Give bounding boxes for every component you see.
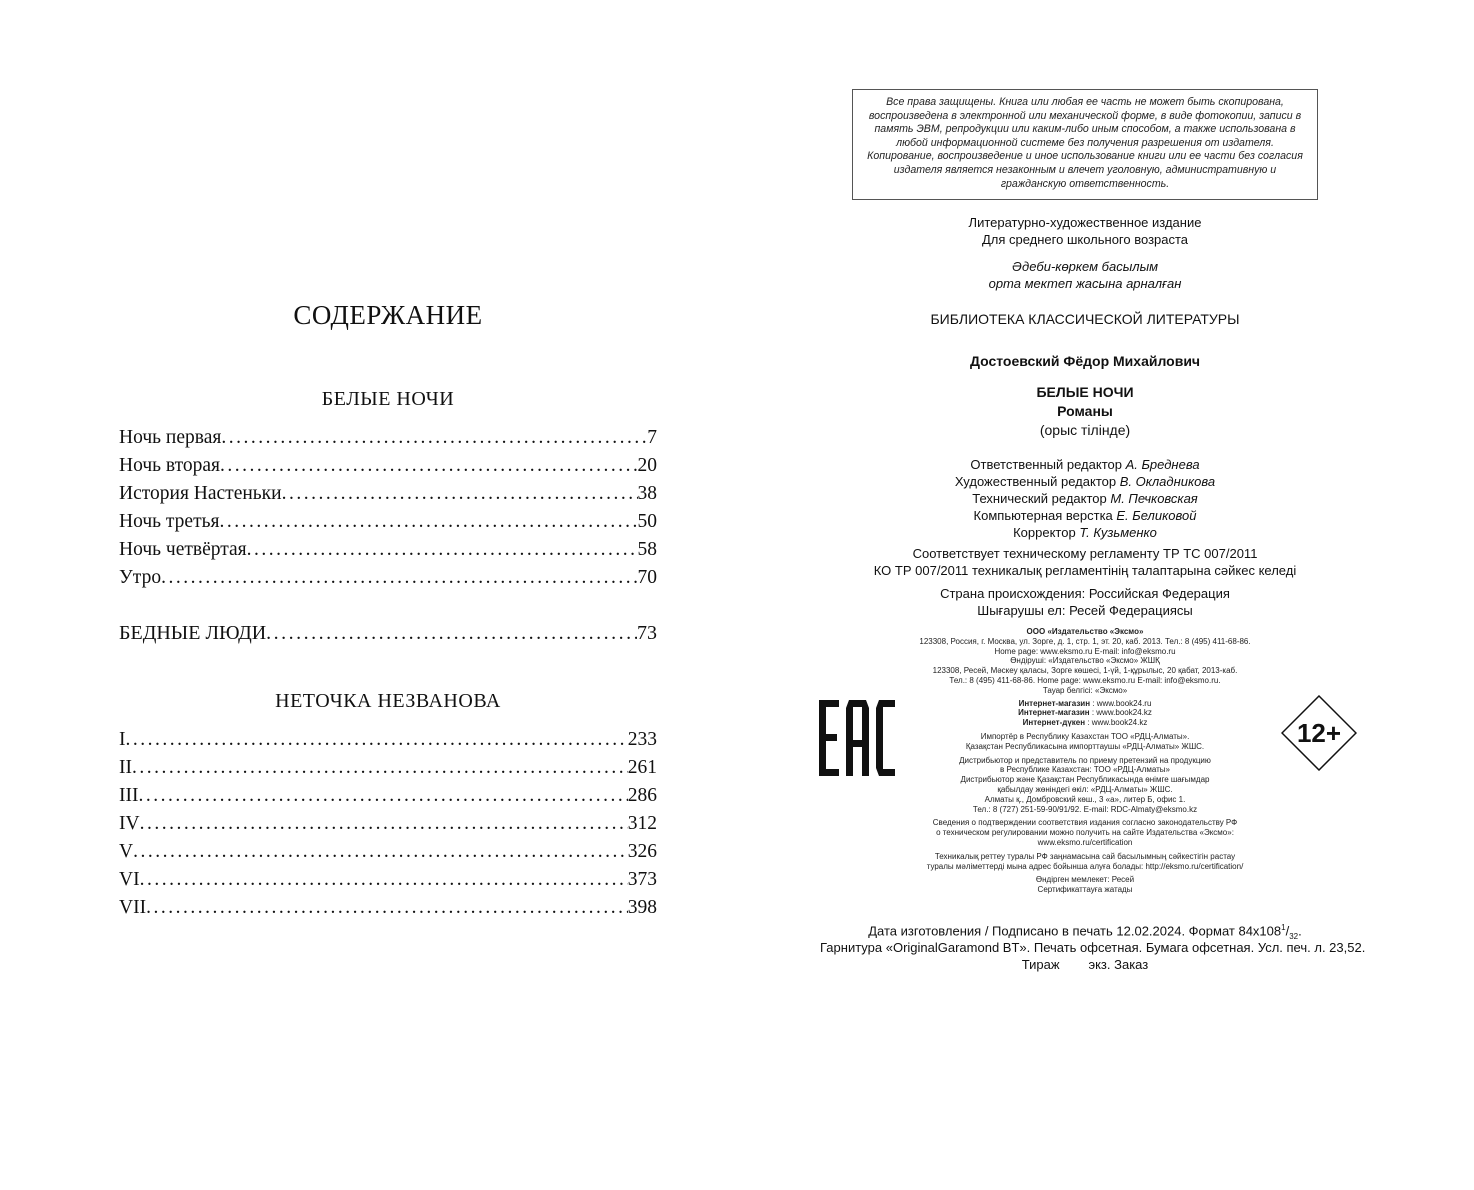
publisher-info-line: Өндірген мемлекет: Ресей bbox=[1035, 875, 1135, 885]
book-language: (орыс тілінде) bbox=[1039, 422, 1131, 438]
origin-line-2: Шығарушы ел: Ресей Федерациясы bbox=[977, 603, 1193, 618]
series-name: БИБЛИОТЕКА КЛАССИЧЕСКОЙ ЛИТЕРАТУРЫ bbox=[930, 311, 1240, 327]
publisher-info-line: Өндіруші: «Издательство «Эксмо» ЖШҚ bbox=[1010, 656, 1160, 666]
publisher-info-line: Импортёр в Республику Казахстан ТОО «РДЦ-Алматы». bbox=[980, 731, 1190, 741]
publisher-info-block bbox=[820, 627, 1350, 895]
staff-line: Технический редактор М. Печковская bbox=[972, 491, 1198, 506]
staff-line: Ответственный редактор А. Бреднева bbox=[970, 457, 1200, 472]
age-rating-text: 12+ bbox=[1296, 718, 1342, 748]
publisher-info-line: ООО «Издательство «Эксмо» bbox=[1026, 627, 1144, 636]
staff-line: Художественный редактор В. Окладникова bbox=[954, 474, 1216, 489]
publisher-info-line: Тауар белгісі: «Эксмо» bbox=[1042, 685, 1128, 695]
toc-item: I ..... 233 bbox=[119, 729, 657, 757]
staff-line: Компьютерная верстка Е. Беликовой bbox=[973, 508, 1197, 523]
toc-item-poor-folk: БЕДНЫЕ ЛЮДИ ..... 73 bbox=[119, 622, 657, 650]
publisher-info-line: Техникалық реттеу туралы РФ заңнамасына сай басылымның сәйкестігін растау bbox=[934, 851, 1236, 861]
book-title: БЕЛЫЕ НОЧИ bbox=[1036, 384, 1134, 400]
toc-item: Ночь четвёртая ..... 58 bbox=[119, 539, 657, 567]
toc-item: V ..... 326 bbox=[119, 841, 657, 869]
book-genre: Романы bbox=[1057, 403, 1113, 419]
publisher-info-line: www.eksmo.ru/certification bbox=[1037, 837, 1133, 847]
toc-item: Ночь вторая ..... 20 bbox=[119, 455, 657, 483]
publisher-info-line: Home page: www.eksmo.ru E-mail: info@eksmo.ru bbox=[994, 646, 1176, 656]
regulation-line-1: Соответствует техническому регламенту ТР ТС 007/2011 bbox=[912, 546, 1258, 561]
publisher-info-line: Сертификаттауға жатады bbox=[1037, 885, 1133, 895]
publisher-info-line: Сведения о подтверждении соответствия издания согласно законодательству РФ bbox=[932, 818, 1238, 828]
edition-type-line-1: Литературно-художественное издание bbox=[968, 215, 1202, 230]
section-title-white-nights: БЕЛЫЕ НОЧИ bbox=[321, 388, 455, 410]
toc-item: VI ..... 373 bbox=[119, 869, 657, 897]
edition-type-line-2: Для среднего школьного возраста bbox=[981, 232, 1189, 247]
toc-item: Утро ..... 70 bbox=[119, 567, 657, 595]
publisher-info-line: 123308, Россия, г. Москва, ул. Зорге, д. 1, стр. 1, эт. 20, каб. 2013. Тел.: 8 (495) 411-68-86. bbox=[919, 636, 1251, 646]
author-name: Достоевский Фёдор Михайлович bbox=[969, 353, 1201, 369]
staff-line: Корректор Т. Кузьменко bbox=[1013, 525, 1157, 540]
publisher-info-line: Интернет-магазин : www.book24.kz bbox=[1018, 708, 1152, 718]
print-info-line-1: Дата изготовления / Подписано в печать 12.02.2024. Формат $84x108^1/_{32}$. bbox=[868, 923, 1302, 941]
toc-item: IV ..... 312 bbox=[119, 813, 657, 841]
origin-line-1: Страна происхождения: Российская Федерация bbox=[940, 586, 1230, 601]
toc-item: Ночь третья ..... 50 bbox=[119, 511, 657, 539]
publisher-info-line: Қазақстан Республикасына импорттаушы «РДЦ-Алматы» ЖШС. bbox=[965, 741, 1205, 751]
publisher-info-line: 123308, Ресей, Мәскеу қаласы, Зорге көшесі, 1-үй, 1-құрылыс, 20 қабат, 2013-каб. bbox=[932, 666, 1238, 676]
publisher-info-line: Интернет-магазин : www.book24.ru bbox=[1018, 698, 1152, 708]
publisher-info-line: Алматы қ., Домбровский көш., 3 «а», литер Б, офис 1. bbox=[984, 794, 1186, 804]
toc-item: VII ..... 398 bbox=[119, 897, 657, 925]
age-rating-badge bbox=[1281, 695, 1357, 776]
toc-list-poor-folk bbox=[119, 622, 657, 650]
toc-item: III ..... 286 bbox=[119, 785, 657, 813]
contents-title: СОДЕРЖАНИЕ bbox=[293, 300, 483, 330]
section-title-netochka: НЕТОЧКА НЕЗВАНОВА bbox=[275, 690, 501, 712]
toc-item: Ночь первая ..... 7 bbox=[119, 427, 657, 455]
toc-list-netochka bbox=[119, 729, 657, 925]
toc-item: II ..... 261 bbox=[119, 757, 657, 785]
publisher-info-line: қабылдау жөніндегі өкіл: «РДЦ-Алматы» ЖШС. bbox=[997, 784, 1173, 794]
publisher-info-line: Тел.: 8 (495) 411-68-86. Home page: www.eksmo.ru E-mail: info@eksmo.ru. bbox=[949, 675, 1221, 685]
print-info-line-3: Тираж экз. Заказ bbox=[1021, 957, 1149, 972]
rights-notice: Все права защищены. Книга или любая ее часть не может быть скопирована, воспроизведена в электронной или механической форме, в виде фотокопии, записи в память ЭВМ, репродукции или каким-либо иным способом, а также использована в любой информационной системе без получения разрешения от издателя. Копирование, воспроизведение и иное использование книги или ее части без согласия издателя является незаконным и влечет уголовную, административную и гражданскую ответственность. bbox=[852, 89, 1318, 200]
publisher-info-line: Дистрибьютор және Қазақстан Республикасында өнімге шағымдар bbox=[960, 775, 1210, 785]
regulation-line-2: КО ТР 007/2011 техникалық регламентінің талаптарына сәйкес келеді bbox=[873, 563, 1297, 578]
publisher-info-line: о техническом регулировании можно получить на сайте Издательства «Эксмо»: bbox=[936, 828, 1234, 838]
print-info-line-2: Гарнитура «OriginalGaramond BT». Печать офсетная. Бумага офсетная. Усл. печ. л. 23,52. bbox=[820, 940, 1366, 955]
toc-list-white-nights bbox=[119, 427, 657, 595]
edition-type-kz-line-2: орта мектеп жасына арналған bbox=[988, 276, 1182, 291]
publisher-info-line: Дистрибьютор и представитель по приему претензий на продукцию bbox=[959, 755, 1211, 765]
publisher-info-line: туралы мәліметтерді мына адрес бойынша алуға болады: http://eksmo.ru/certification/ bbox=[926, 861, 1244, 871]
toc-item: История Настеньки ..... 38 bbox=[119, 483, 657, 511]
publisher-info-line: Интернет-дүкен : www.book24.kz bbox=[1022, 718, 1148, 728]
publisher-info-line: в Республике Казахстан: ТОО «РДЦ-Алматы» bbox=[1000, 765, 1170, 775]
publisher-info-line: Тел.: 8 (727) 251-59-90/91/92. E-mail: RDC-Almaty@eksmo.kz bbox=[972, 804, 1198, 814]
eac-mark-icon bbox=[819, 700, 895, 781]
edition-type-kz-line-1: Әдеби-көркем басылым bbox=[1011, 259, 1159, 274]
